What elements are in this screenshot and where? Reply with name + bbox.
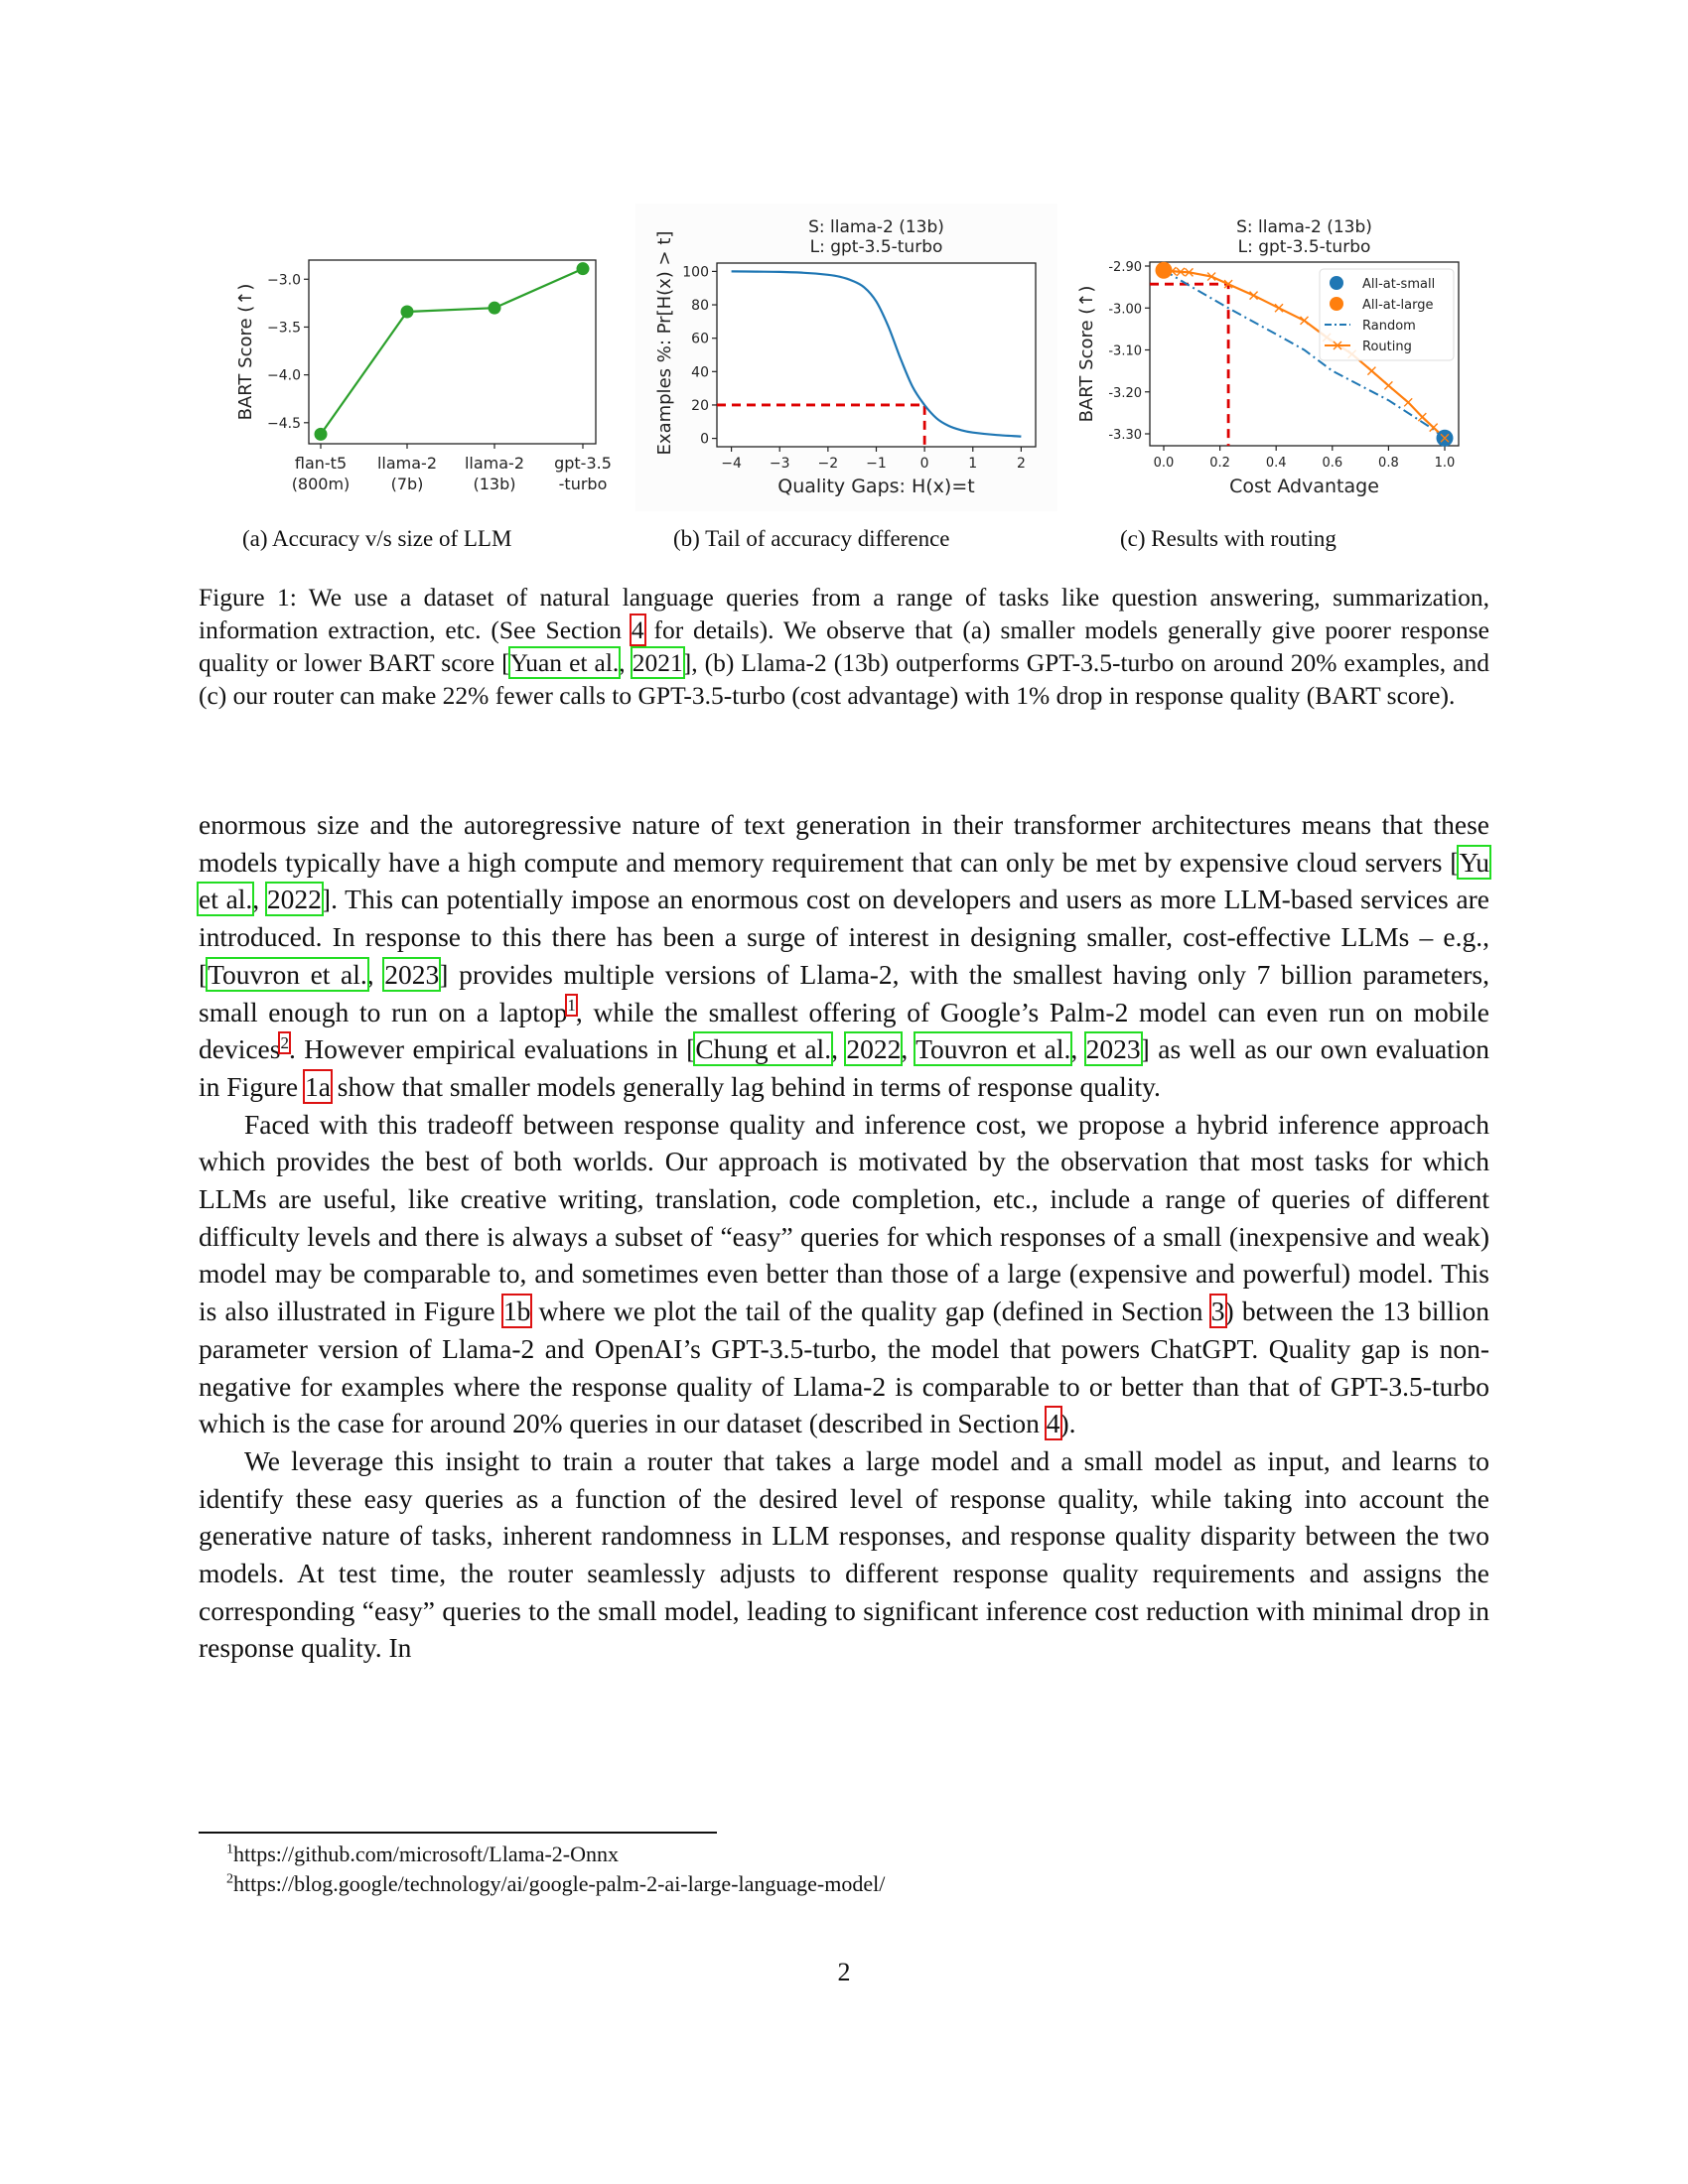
subcaption-b: (b) Tail of accuracy difference	[673, 526, 950, 551]
citation-link-touvron-2[interactable]: Touvron et al.	[915, 1033, 1071, 1065]
x-category-label: (7b)	[390, 475, 424, 493]
x-category-label: -turbo	[558, 475, 608, 493]
footnote-divider	[199, 1832, 717, 1834]
footnote-1	[226, 1840, 885, 1869]
y-tick-label: 60	[691, 331, 709, 347]
y-axis-label: Examples %: Pr[H(x) > t]	[654, 230, 675, 456]
footnote-mark: 1	[226, 1842, 233, 1857]
paragraph-2	[199, 1106, 1489, 1442]
x-category-label: flan-t5	[294, 454, 348, 473]
figure-ref-link-1a[interactable]: 1a	[304, 1070, 331, 1102]
y-tick-label: 40	[691, 364, 709, 381]
text-run: , while the smallest offering of Google’s Palm-2 model can even run on mobile devices	[199, 996, 1489, 1065]
y-tick-label: -2.90	[1108, 260, 1142, 275]
citation-separator: ,	[831, 1033, 847, 1065]
citation-separator: ,	[366, 958, 385, 990]
footnote-url[interactable]: https://github.com/microsoft/Llama-2-Onnx	[233, 1842, 619, 1866]
text-run: ).	[1059, 1408, 1076, 1439]
y-tick-label: -3.30	[1108, 428, 1142, 443]
x-category-label: llama-2	[376, 454, 438, 473]
text-run: enormous size and the autoregressive nature of text generation in their transformer architectures means that these models typically have a high compute and memory requirement that can only be met by expensive cloud servers	[199, 809, 1489, 878]
citation-link-yu[interactable]: Yu et al.	[199, 846, 1489, 915]
citation-separator: ,	[252, 884, 267, 915]
x-tick-label: −2	[817, 456, 839, 472]
text-run: provides multiple versions of Llama-2, with the smallest having only 7 billion parameters, small enough to run on a laptop	[199, 958, 1489, 1027]
x-category-label: llama-2	[464, 454, 525, 473]
footnote-2	[226, 1869, 885, 1899]
citation-separator: ,	[619, 648, 633, 677]
citation-year-link-yuan[interactable]: 2021	[632, 648, 683, 677]
x-tick-label: 0.2	[1209, 456, 1230, 471]
y-tick-label: 20	[691, 397, 709, 414]
footnote-url[interactable]: https://blog.google/technology/ai/google-palm-2-ai-large-language-model/	[233, 1871, 886, 1896]
x-tick-label: −3	[769, 456, 790, 472]
legend-label: All-at-large	[1362, 298, 1434, 313]
legend-label: Routing	[1362, 340, 1412, 354]
citation-separator: ,	[1070, 1033, 1086, 1065]
data-point	[401, 306, 414, 319]
citation-link-touvron[interactable]: Touvron et al.	[208, 958, 367, 990]
x-axis-label: Quality Gaps: H(x)=t	[777, 476, 975, 497]
legend-label: All-at-small	[1362, 277, 1436, 292]
x-category-label: (800m)	[291, 475, 351, 493]
y-axis-label: BART Score (↑)	[235, 283, 256, 421]
text-run: We leverage this insight to train a router that takes a large model and a small model as input, and learns to identify these easy queries as a function of the desired level of response quality, while taking into account the generative nature of tasks, inherent randomness in LLM responses, and response quality disparity between the two models. At test time, the router seamlessly adjusts to different response quality requirements and assigns the corresponding “easy” queries to the small model, leading to significant inference cost reduction with minimal drop in response quality. In	[199, 1444, 1489, 1664]
plot-frame	[309, 260, 596, 444]
figure-ref-link-1b[interactable]: 1b	[502, 1296, 531, 1327]
y-axis-label: BART Score (↑)	[1076, 285, 1097, 423]
footnote-link-1[interactable]: 1	[567, 996, 576, 1016]
x-tick-label: 1	[968, 456, 978, 472]
text-run: show that smaller models generally lag behind in terms of response quality.	[330, 1070, 1161, 1102]
chart-title: L: gpt-3.5-turbo	[1237, 237, 1371, 257]
legend-marker-all-at-small	[1330, 276, 1343, 290]
text-run: as well as our own evaluation in Figure	[199, 1033, 1490, 1102]
y-tick-label: −4.0	[267, 367, 301, 384]
x-category-label: (13b)	[473, 475, 516, 493]
y-tick-label: −3.5	[267, 320, 301, 337]
chart-title: S: llama-2 (13b)	[808, 217, 944, 237]
citation-separator: ,	[901, 1033, 916, 1065]
y-tick-label: −4.5	[267, 415, 301, 432]
y-tick-label: 100	[682, 264, 709, 281]
citation-year-link-touvron[interactable]: 2023	[384, 958, 440, 990]
y-tick-label: 80	[691, 298, 709, 315]
body-text	[199, 806, 1489, 1667]
figure-1	[0, 0, 1688, 516]
chart-title: S: llama-2 (13b)	[1236, 217, 1372, 237]
text-run: . However empirical evaluations in	[288, 1033, 687, 1065]
x-tick-label: −1	[866, 456, 887, 472]
citation-link-chung[interactable]: Chung et al.	[695, 1033, 832, 1065]
section-ref-link-4[interactable]: 4	[1046, 1408, 1060, 1439]
paragraph-3	[199, 1442, 1489, 1667]
footnotes	[226, 1840, 885, 1899]
y-tick-label: -3.10	[1108, 343, 1142, 359]
x-tick-label: 0	[919, 456, 929, 472]
section-ref-link-3[interactable]: 3	[1210, 1296, 1225, 1327]
chart-c-routing-results	[1076, 217, 1459, 497]
x-tick-label: 1.0	[1434, 456, 1456, 471]
x-tick-label: 0.4	[1265, 456, 1287, 471]
page-number: 2	[837, 1958, 851, 1986]
caption-text: Figure 1: We use a dataset of natural language queries from a range of tasks like question answering, summarization, information extraction, etc. (See Section	[199, 583, 1489, 644]
footnote-link-2[interactable]: 2	[280, 1033, 289, 1053]
x-tick-label: 2	[1016, 456, 1026, 472]
y-tick-label: -3.20	[1108, 385, 1142, 401]
subcaption-a: (a) Accuracy v/s size of LLM	[242, 526, 512, 551]
y-tick-label: -3.00	[1108, 302, 1142, 318]
plot-frame	[717, 263, 1036, 447]
chart-legend	[1320, 269, 1454, 360]
chart-title: L: gpt-3.5-turbo	[809, 237, 943, 257]
y-tick-label: −3.0	[267, 272, 301, 289]
data-point	[577, 262, 590, 275]
data-point	[315, 428, 328, 441]
x-tick-label: 0.0	[1153, 456, 1175, 471]
x-tick-label: 0.6	[1322, 456, 1343, 471]
text-run: where we plot the tail of the quality gap (defined in Section	[530, 1296, 1211, 1327]
citation-year-link-touvron-2[interactable]: 2023	[1085, 1033, 1141, 1065]
data-point	[489, 302, 501, 315]
footnote-mark: 2	[226, 1871, 233, 1887]
x-tick-label: 0.8	[1378, 456, 1399, 471]
text-run: Faced with this tradeoff between response quality and inference cost, we propose a hybrid inference approach which provides the best of both worlds. Our approach is motivated by the observation that most tasks for which LLMs are useful, like creative writing, translation, code completion, etc., include a range of queries of different difficulty levels and there is always a subset of “easy” queries for which responses of a small (inexpensive and weak) model may be comparable to, and sometimes even better than those of a large (expensive and powerful) model. This is also illustrated in Figure	[199, 1108, 1489, 1327]
legend-marker-all-at-large	[1330, 297, 1343, 311]
caption-text: for details). We observe that (a) smaller models generally give poorer response quality or lower BART score	[199, 615, 1489, 677]
legend-label: Random	[1362, 319, 1416, 334]
x-category-label: gpt-3.5	[554, 454, 612, 473]
paragraph-1: enormous size and the autoregressive nature of text generation in their transformer architectures means that these models typically have a high compute and memory requirement that can only be met by expensive cloud servers [Yu et al., 2022]. This can potentially impose an enormous cost on developers and users as more LLM-based services are introduced. In response to this there has been a surge of interest in designing smaller, cost-effective LLMs – e.g., [Touvron et al., 2023] provides multiple versions of Llama-2, with the smallest having only 7 billion parameters, small enough to run on a laptop$^1$, while the smallest offering of Google’s Palm-2 model can even run on mobile devices$^2$. However empirical evaluations in [Chung et al., 2022, Touvron et al., 2023] as well as our own evaluation in Figure 1a show that smaller models generally lag behind in terms of response quality.	[199, 809, 1490, 1102]
citation-link-yuan[interactable]: Yuan et al.	[509, 648, 620, 677]
caption-text: , (b) Llama-2 (13b) outperforms GPT-3.5-turbo on around 20% examples, and (c) our router can make 22% fewer calls to GPT-3.5-turbo (cost advantage) with 1% drop in response quality (BART score).	[199, 648, 1489, 710]
text-run: ) between the 13 billion parameter version of Llama-2 and OpenAI’s GPT-3.5-turbo, the model that powers ChatGPT. Quality gap is non-negative for examples where the response quality of Llama-2 is comparable to or better than that of GPT-3.5-turbo which is the case for around 20% queries in our dataset (described in Section	[199, 1296, 1489, 1439]
citation-year-link-yu[interactable]: 2022	[266, 884, 322, 915]
figure-caption: Figure 1: We use a dataset of natural language queries from a range of tasks like question answering, summarization, information extraction, etc. (See Section 4 for details). We observe that (a) smaller models generally give poorer response quality or lower BART score [Yuan et al., 2021], (b) Llama-2 (13b) outperforms GPT-3.5-turbo on around 20% examples, and (c) our router can make 22% fewer calls to GPT-3.5-turbo (cost advantage) with 1% drop in response quality (BART score).	[199, 583, 1489, 710]
x-axis-label: Cost Advantage	[1229, 476, 1379, 497]
x-tick-label: −4	[721, 456, 742, 472]
section-ref-link[interactable]: 4	[631, 615, 644, 644]
chart-a-accuracy-vs-size	[235, 260, 612, 493]
citation-year-link-chung[interactable]: 2022	[846, 1033, 902, 1065]
text-run: . This can potentially impose an enormous cost on developers and users as more LLM-based services are introduced. In response to this there has been a surge of interest in designing smaller, cost-effective LLMs – e.g.,	[199, 884, 1490, 953]
subcaption-c: (c) Results with routing	[1120, 526, 1336, 551]
y-tick-label: 0	[700, 431, 709, 448]
